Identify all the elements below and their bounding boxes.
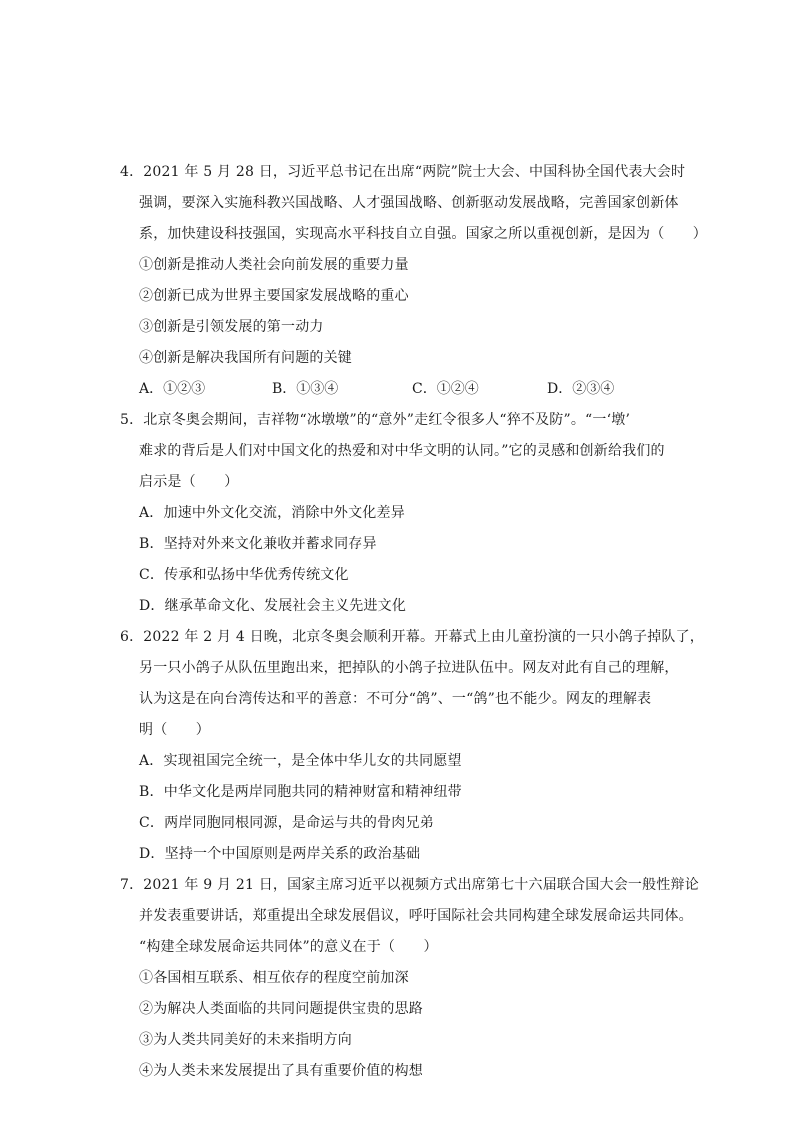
q4-stem-line-1: 4．2021 年 5 月 28 日，习近平总书记在出席“两院”院士大会、中国科协全国代表大会时: [120, 164, 686, 180]
q7-statement-3: ③为人类共同美好的未来指明方向: [139, 1032, 352, 1048]
q7-stem-line-2: 并发表重要讲话，郑重提出全球发展倡议，呼吁国际社会共同构建全球发展命运共同体。: [139, 908, 693, 924]
q7-statement-1: ①各国相互联系、相互依存的程度空前加深: [139, 970, 409, 986]
q4-statement-3: ③创新是引领发展的第一动力: [139, 319, 324, 335]
q4-choice-c[interactable]: C．①②④: [412, 381, 479, 397]
q6-stem-line-4: 明（ ）: [139, 722, 210, 738]
q5-option-d[interactable]: D．继承革命文化、发展社会主义先进文化: [139, 598, 407, 614]
q5-stem-line-3: 启示是（ ）: [139, 474, 239, 490]
q6-option-d[interactable]: D．坚持一个中国原则是两岸关系的政治基础: [139, 846, 421, 862]
q4-choice-b[interactable]: B．①③④: [272, 381, 339, 397]
q4-statement-4: ④创新是解决我国所有问题的关键: [139, 350, 352, 366]
q6-stem-line-2: 另一只小鸽子从队伍里跑出来，把掉队的小鸽子拉进队伍中。网友对此有自己的理解，: [139, 660, 679, 676]
q5-option-b[interactable]: B．坚持对外来文化兼收并蓄求同存异: [139, 536, 377, 552]
q4-statement-2: ②创新已成为世界主要国家发展战略的重心: [139, 288, 409, 304]
q7-stem-line-1: 7．2021 年 9 月 21 日，国家主席习近平以视频方式出席第七十六届联合国大会一般性辩论: [120, 877, 699, 893]
q6-option-b[interactable]: B．中华文化是两岸同胞共同的精神财富和精神纽带: [139, 784, 462, 800]
q5-option-c[interactable]: C．传承和弘扬中华优秀传统文化: [139, 567, 349, 583]
q4-statement-1: ①创新是推动人类社会向前发展的重要力量: [139, 257, 409, 273]
q7-statement-2: ②为解决人类面临的共同问题提供宝贵的思路: [139, 1001, 423, 1017]
q5-stem-line-1: 5．北京冬奥会期间，吉祥物“冰墩墩”的“意外”走红令很多人“猝不及防”。“一‘墩’: [120, 412, 631, 428]
q4-stem-line-2: 强调，要深入实施科教兴国战略、人才强国战略、创新驱动发展战略，完善国家创新体: [139, 195, 679, 211]
q4-choice-a[interactable]: A．①②③: [139, 381, 206, 397]
q6-option-a[interactable]: A．实现祖国完全统一，是全体中华儿女的共同愿望: [139, 753, 462, 769]
q7-statement-4: ④为人类未来发展提出了具有重要价值的构想: [139, 1063, 423, 1079]
q5-stem-line-2: 难求的背后是人们对中国文化的热爱和对中华文明的认同。”它的灵感和创新给我们的: [139, 443, 665, 459]
q6-stem-line-1: 6．2022 年 2 月 4 日晚，北京冬奥会顺利开幕。开幕式上由儿童扮演的一只小鸽子掉队了，: [120, 629, 704, 645]
q7-stem-line-3: “构建全球发展命运共同体”的意义在于（ ）: [139, 939, 438, 955]
q4-choice-d[interactable]: D．②③④: [547, 381, 615, 397]
q5-option-a[interactable]: A．加速中外文化交流，消除中外文化差异: [139, 505, 405, 521]
q4-stem-line-3: 系，加快建设科技强国，实现高水平科技自立自强。国家之所以重视创新，是因为（ ）: [139, 226, 707, 242]
q6-option-c[interactable]: C．两岸同胞同根同源，是命运与共的骨肉兄弟: [139, 815, 434, 831]
q6-stem-line-3: 认为这是在向台湾传达和平的善意：不可分“鸽”、一“鸽”也不能少。网友的理解表: [139, 691, 652, 707]
